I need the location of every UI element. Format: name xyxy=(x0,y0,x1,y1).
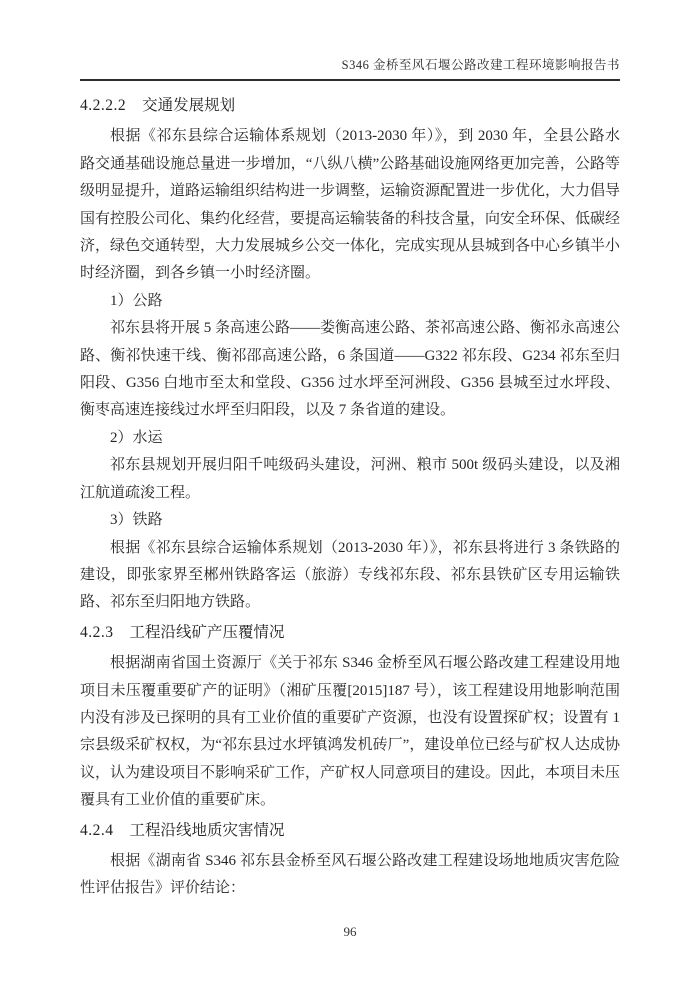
paragraph: 根据《祁东县综合运输体系规划（2013-2030 年）》，祁东县将进行 3 条铁路的建设，即张家界至郴州铁路客运（旅游）专线祁东段、祁东县铁矿区专用运输铁路、祁东至归阳地方铁路。 xyxy=(80,539,620,611)
list-item: 3）铁路 xyxy=(110,512,163,529)
running-header-title: S346 金桥至风石堰公路改建工程环境影响报告书 xyxy=(341,58,620,72)
section-number: 4.2.2.2 xyxy=(80,97,127,114)
section-number: 4.2.3 xyxy=(80,623,114,641)
section-title: 交通发展规划 xyxy=(142,97,236,114)
list-item: 2）水运 xyxy=(110,429,163,446)
running-header xyxy=(80,55,620,81)
section-heading xyxy=(80,92,620,119)
section-number: 4.2.4 xyxy=(80,821,114,839)
section-heading xyxy=(80,817,620,844)
paragraph: 根据《湖南省 S346 祁东县金桥至风石堰公路改建工程建设场地地质灾害危险性评估报告》评价结论： xyxy=(80,852,620,897)
paragraph: 祁东县将开展 5 条高速公路——娄衡高速公路、茶祁高速公路、衡祁永高速公路、衡祁快速干线、衡祁邵高速公路，6 条国道——G322 祁东段、G234 祁东至归阳段、G356 白地市至太和堂段、G356 过水坪至河洲段、G356 县城至过水坪段、衡枣高速连接线过水坪至归阳段，以及 7 条省道的建设。 xyxy=(80,320,621,419)
section-title: 工程沿线矿产压覆情况 xyxy=(129,623,285,641)
document-content xyxy=(80,90,620,903)
page-footer xyxy=(0,924,700,940)
paragraph: 根据湖南省国土资源厅《关于祁东 S346 金桥至风石堰公路改建工程建设用地项目未压覆重要矿产的证明》（湘矿压覆[2015]187 号），该工程建设用地影响范围内没有涉及已探明的具有工业价值的重要矿产资源，也没有设置探矿权；设置有 1 宗县级采矿权权，为“祁东县过水坪镇鸿发机砖厂”，建设单位已经与矿权人达成协议，认为建设项目不影响采矿工作，产矿权人同意项目的建设。因此，本项目未压覆具有工业价值的重要矿床。 xyxy=(80,655,621,809)
section-heading xyxy=(80,619,620,646)
section-title: 工程沿线地质灾害情况 xyxy=(129,821,285,839)
page-number: 96 xyxy=(343,924,357,939)
paragraph: 根据《祁东县综合运输体系规划（2013-2030 年）》，到 2030 年，全县公路水路交通基础设施总量进一步增加，“八纵八横”公路基础设施网络更加完善，公路等级明显提升，道路运输组织结构进一步调整，运输资源配置进一步优化，大力倡导国有控股公司化、集约化经营，要提高运输装备的科技含量，向安全环保、低碳经济，绿色交通转型，大力发展城乡公交一体化，完成实现从县城到各中心乡镇半小时经济圈，到各乡镇一小时经济圈。 xyxy=(80,128,621,282)
list-item: 1）公路 xyxy=(110,292,163,309)
paragraph: 祁东县规划开展归阳千吨级码头建设，河洲、粮市 500t 级码头建设，以及湘江航道疏浚工程。 xyxy=(80,457,620,501)
